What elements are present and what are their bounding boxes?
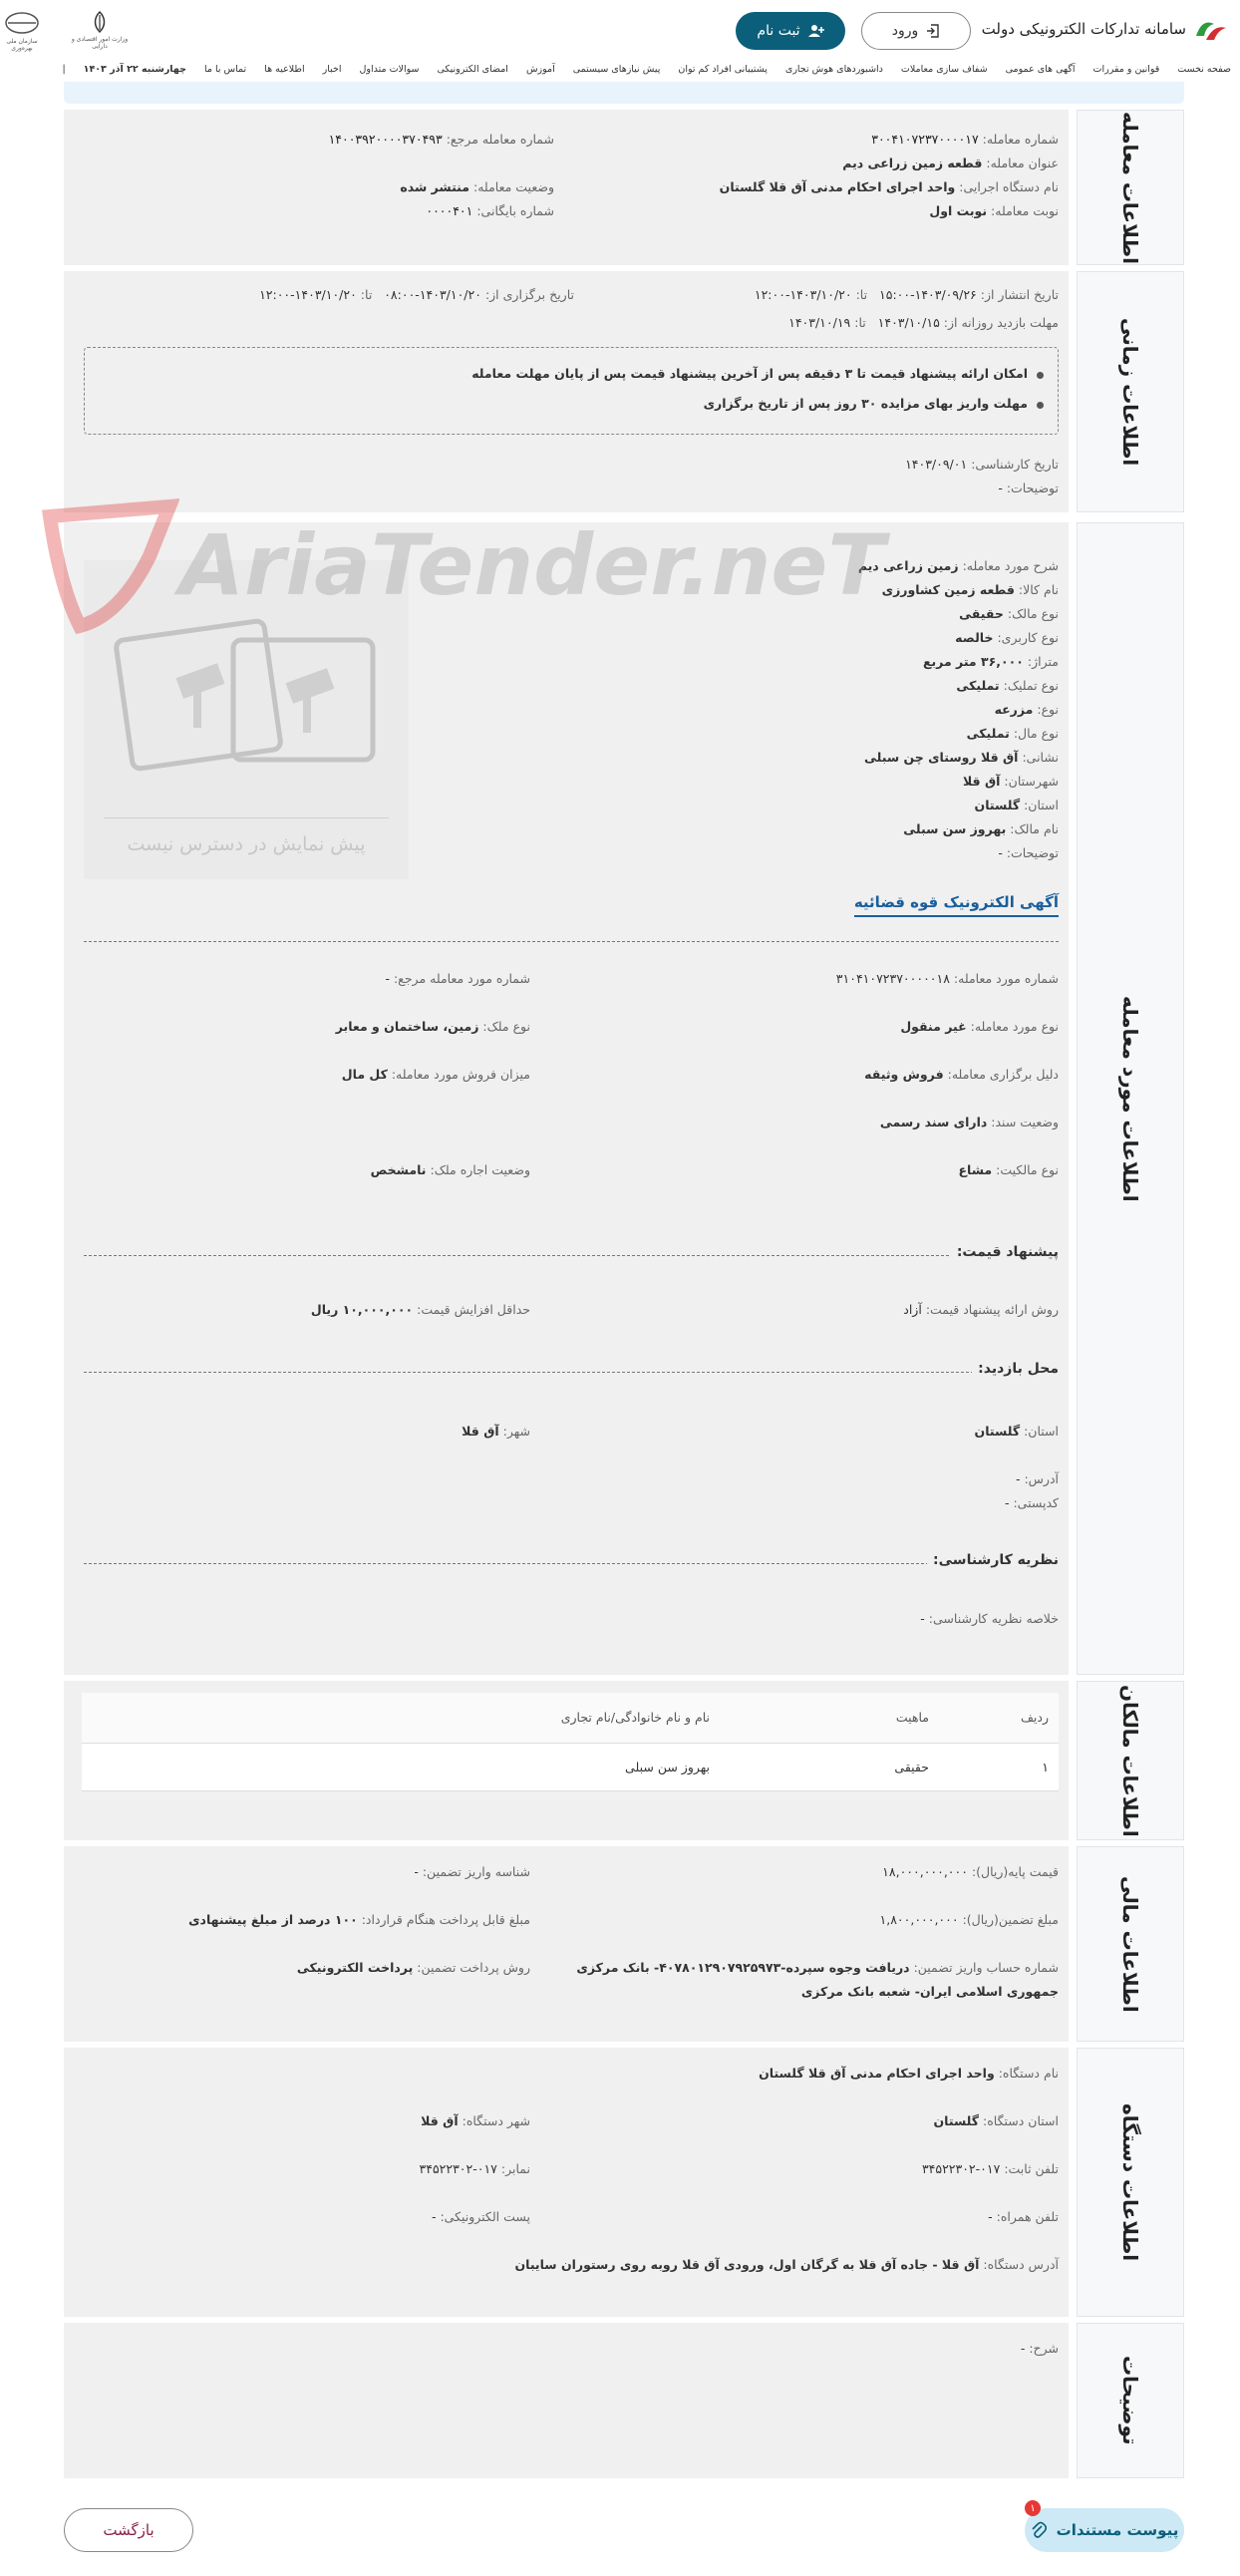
publish-to: ۱۴۰۳/۱۰/۲۰-۱۲:۰۰ [754,287,852,302]
address-label: نشانی: [1022,750,1059,765]
owners-body [64,1681,1069,1840]
item-ref: - [385,971,390,986]
deal-info-tab: اطلاعات معامله [1077,110,1184,265]
col-nature: ماهیت [720,1693,939,1743]
finance-section [64,1846,1184,2042]
item-desc-label: شرح مورد معامله: [962,558,1059,573]
org-phone: ۰۱۷-۳۴۵۲۲۳۰۲ [921,2161,1001,2176]
guarantee-amount: ۱,۸۰۰,۰۰۰,۰۰۰ [879,1912,959,1927]
org-city: آق قلا [421,2113,459,2128]
visit-province: گلستان [974,1424,1021,1439]
deal-status: منتشر شده [400,179,470,194]
visit-province-label: استان: [1024,1424,1059,1439]
attachments-label: پیوست مستندات [1056,2521,1179,2539]
user-add-icon [808,24,824,38]
owner-type: حقیقی [959,606,1004,621]
watermark-logo-icon [40,496,179,636]
nav-faq[interactable]: سوالات متداول [359,63,420,75]
payment-method: پرداخت الکترونیکی [296,1960,414,1975]
register-label: ثبت نام [757,23,800,39]
executor: واحد اجرای احکام مدنی آق قلا گلستان [719,179,956,194]
time-info-body [64,271,1069,512]
hold-to-label: تا: [360,287,373,302]
nav-prerequisites[interactable]: پیش نیازهای سیستمی [572,63,661,75]
org-province: گلستان [933,2113,980,2128]
hold-from-label: تاریخ برگزاری از: [484,287,574,302]
base-price: ۱۸,۰۰۰,۰۰۰,۰۰۰ [882,1864,968,1879]
visit-city-label: شهر: [502,1424,530,1439]
nav-accessibility[interactable]: پشتیبانی افراد کم توان [678,63,768,75]
offer-method: آزاد [903,1302,922,1317]
province: گلستان [974,798,1021,812]
visit-zip: - [1004,1495,1010,1510]
dashed-divider [84,941,1059,942]
lease-status: نامشخص [370,1162,427,1177]
doc-status: دارای سند رسمی [879,1115,988,1129]
lease-status-label: وضعیت اجاره ملک: [430,1162,530,1177]
publish-to-label: تا: [855,287,868,302]
org-name: واحد اجرای احکام مدنی آق قلا گلستان [759,2066,995,2081]
judiciary-ad-link[interactable]: آگهی الکترونیک قوه قضائیه [854,893,1059,917]
min-increase: ۱۰,۰۰۰,۰۰۰ ریال [310,1302,414,1317]
item-type-label: نوع مورد معامله: [970,1019,1059,1034]
main-nav [0,58,1240,80]
site-title: سامانه تدارکات الکترونیکی دولت [981,20,1186,38]
owners-section [64,1681,1184,1840]
doc-status-label: وضعیت سند: [991,1115,1059,1129]
watermark-text: AriaTender.neT [179,516,885,614]
nav-public-ads[interactable]: آگهی های عمومی [1005,63,1076,75]
finance-body [64,1846,1069,2042]
deal-title-label: عنوان معامله: [986,156,1059,170]
org-section [64,2048,1184,2317]
deal-turn: نوبت اول [929,203,988,218]
item-info-tab: اطلاعات مورد معامله [1077,522,1184,1675]
transfer-type-label: نوع تملیک: [1003,678,1059,693]
org-logo-icon [4,10,40,36]
org-name-label: نام دستگاه: [998,2066,1059,2081]
login-label: ورود [891,23,919,39]
visit-city: آق قلا [462,1424,499,1439]
dashed-divider [84,1255,1059,1256]
org-phone-label: تلفن ثابت: [1004,2161,1059,2176]
base-price-label: قیمت پایه(ریال): [971,1864,1059,1879]
area: ۳۶,۰۰۰ متر مربع [922,654,1024,669]
back-button[interactable]: بازگشت [64,2508,193,2552]
time-desc: - [998,481,1003,495]
placeholder-divider [104,817,389,818]
org-mobile: - [988,2209,993,2224]
deal-info-body [64,110,1069,265]
iran-emblem-icon [88,10,112,34]
bullet-icon [1037,402,1044,409]
sale-amount: کل مال [341,1067,388,1082]
login-icon [926,24,940,38]
notes-body [64,2323,1069,2478]
hold-reason: فروش وثیقه [864,1067,944,1082]
guarantee-account-label: شماره حساب واریز تضمین: [913,1960,1059,1975]
deal-info-section [64,110,1184,265]
item-info-section [64,522,1184,1675]
transfer-type: تملیکی [956,678,1000,693]
nav-news[interactable]: اخبار [322,63,342,75]
county-label: شهرستان: [1004,774,1059,789]
attachments-count-badge: ۱ [1025,2500,1041,2516]
expert-summary: - [920,1611,925,1626]
notes-section [64,2323,1184,2478]
owner-name: بهروز سن سبلی [903,821,1007,836]
hold-to: ۱۴۰۳/۱۰/۲۰-۱۲:۰۰ [259,287,357,302]
guarantee-amount-label: مبلغ تضمین(ریال): [962,1912,1059,1927]
guarantee-account: دریافت وجوه سپرده-۴۰۷۸۰۱۲۹۰۷۹۲۵۹۷۳- بانک مرکزی [576,1960,910,1975]
notes-tab: توضیحات [1077,2323,1184,2478]
time-info-tab: اطلاعات زمانی [1077,271,1184,512]
archive-number: ۰۰۰۰۴۰۱ [426,203,473,218]
owner-full-name: بهروز سن سبلی [82,1743,720,1790]
org-email: - [431,2209,437,2224]
guarantee-id-label: شناسه واریز تضمین: [422,1864,530,1879]
county: آق قلا [962,774,1001,789]
publish-from: ۱۴۰۳/۰۹/۲۶-۱۵:۰۰ [879,287,977,302]
owner-nature: حقیقی [720,1743,939,1790]
offer-method-label: روش ارائه پیشنهاد قیمت: [925,1302,1059,1317]
guarantee-id: - [414,1864,419,1879]
min-increase-label: حداقل افزایش قیمت: [417,1302,530,1317]
visit-place-heading: محل بازدید: [972,1361,1059,1377]
org-city-label: شهر دستگاه: [462,2113,530,2128]
goods-name: قطعه زمین کشاورزی [881,582,1015,597]
org-body [64,2048,1069,2317]
sale-amount-label: میزان فروش مورد معامله: [391,1067,530,1082]
publish-from-label: تاریخ انتشار از: [980,287,1059,302]
notes-box [84,347,1059,435]
item-ref-label: شماره مورد معامله مرجع: [393,971,530,986]
visit-to-label: تا: [854,315,866,330]
contract-payment: ۱۰۰ درصد از مبلغ پیشنهادی [188,1912,358,1927]
nav-announcements[interactable]: اطلاعیه ها [264,63,305,75]
owners-header-row [82,1693,1059,1743]
goods-name-label: نام کالا: [1018,582,1059,597]
org-address: آق قلا - جاده آق قلا به گرگان اول، ورودی آق قلا روبه روی رستوران سایبان [514,2257,980,2272]
site-header [0,0,1240,58]
kind-label: نوع: [1037,702,1059,717]
owner-type-label: نوع مالک: [1007,606,1059,621]
paperclip-icon [1031,2521,1047,2539]
payment-method-label: روش پرداخت تضمین: [417,1960,530,1975]
org-email-label: پست الکترونیکی: [440,2209,530,2224]
org-address-label: آدرس دستگاه: [983,2257,1059,2272]
time-info-section [64,271,1184,512]
setad-logo[interactable] [1192,14,1228,46]
org-fax-label: نمابر: [500,2161,530,2176]
province-label: استان: [1024,798,1059,812]
top-band [64,82,1184,104]
org-province-label: استان دستگاه: [983,2113,1059,2128]
property-type: زمین، ساختمان و معابر [335,1019,479,1034]
kind: مزرعه [994,702,1034,717]
org-emblem [0,10,44,54]
nav-bi-dashboards[interactable]: داشبوردهای هوش تجاری [784,63,883,75]
dashed-divider [84,1372,1059,1373]
attachments-button[interactable] [1025,2508,1184,2552]
visit-from: ۱۴۰۳/۱۰/۱۵ [877,315,940,330]
visit-from-label: مهلت بازدید روزانه از: [943,315,1059,330]
deal-number-label: شماره معامله: [982,132,1059,147]
expert-opinion-heading: نظریه کارشناسی: [927,1552,1059,1568]
col-name: نام و نام خانوادگی/نام تجاری [82,1693,720,1743]
deal-ref-number: ۱۴۰۰۳۹۲۰۰۰۰۳۷۰۴۹۳ [328,132,443,147]
expert-summary-label: خلاصه نظریه کارشناسی: [928,1611,1059,1626]
property-type-label: نوع ملک: [482,1019,530,1034]
register-button[interactable] [736,12,845,50]
property-kind-label: نوع مال: [1013,726,1059,741]
finance-tab: اطلاعات مالی [1077,1846,1184,2042]
ownership-type: مشاع [958,1162,993,1177]
item-no: ۳۱۰۴۱۰۷۲۳۷۰۰۰۰۰۱۸ [835,971,950,986]
dashed-divider [84,1563,1059,1564]
owner-row-num: ۱ [939,1743,1059,1790]
usage-type: خالصه [955,630,994,645]
item-type: غیر منقول [900,1019,967,1034]
owners-tab: اطلاعات مالکان [1077,1681,1184,1840]
deal-status-label: وضعیت معامله: [473,179,554,194]
table-row [82,1743,1059,1790]
hold-reason-label: دلیل برگزاری معامله: [947,1067,1059,1082]
note-bid-extension: امکان ارائه پیشنهاد قیمت تا ۳ دقیقه پس از آخرین پیشنهاد قیمت پس از پایان مهلت معامله [471,366,1028,381]
nav-e-signature[interactable]: امضای الکترونیکی [437,63,508,75]
address: آق قلا روستای چن سبلی [863,750,1019,765]
org-fax: ۰۱۷-۳۴۵۲۲۳۰۲ [419,2161,497,2176]
deal-title: قطعه زمین زراعی دیم [842,156,983,170]
no-preview-text: پیش نمایش در دسترس نیست [127,833,366,855]
guarantee-account-bank: جمهوری اسلامی ایران- شعبه بانک مرکزی [800,1984,1059,1999]
nav-home[interactable]: صفحه نخست [1177,63,1231,75]
bullet-icon [1037,372,1044,379]
ownership-type-label: نوع مالکیت: [996,1162,1059,1177]
nav-separator: | [62,63,66,75]
org-mobile-label: تلفن همراه: [996,2209,1059,2224]
usage-type-label: نوع کاربری: [997,630,1059,645]
visit-zip-label: کدپستی: [1013,1495,1059,1510]
item-info-body [64,522,1069,1675]
nav-laws[interactable]: قوانین و مقررات [1092,63,1160,75]
note-payment-deadline: مهلت واریز بهای مزایده ۳۰ روز پس از تاریخ برگزاری [703,396,1028,411]
expert-date-label: تاریخ کارشناسی: [971,457,1059,472]
org-tab: اطلاعات دستگاه [1077,2048,1184,2317]
current-date: چهارشنبه ۲۲ آذر ۱۴۰۳ [83,63,186,75]
login-button[interactable] [861,12,971,50]
contract-payment-label: مبلغ قابل پرداخت هنگام قرارداد: [361,1912,530,1927]
visit-address-label: آدرس: [1024,1471,1059,1486]
visit-address: - [1015,1471,1021,1486]
item-notes: - [998,845,1003,860]
deal-number: ۳۰۰۴۱۰۷۲۳۷۰۰۰۰۱۷ [871,132,979,147]
area-label: متراژ: [1027,654,1059,669]
deal-turn-label: نوبت معامله: [991,203,1059,218]
col-row: ردیف [939,1693,1059,1743]
visit-to: ۱۴۰۳/۱۰/۱۹ [788,315,851,330]
ministry-caption: وزارت امور اقتصادی و دارایی [71,36,129,50]
item-desc: زمین زراعی دیم [857,558,959,573]
nav-contact[interactable]: تماس با ما [204,63,247,75]
watermark [40,496,885,636]
time-desc-label: توضیحات: [1006,481,1059,495]
hold-from: ۱۴۰۳/۱۰/۲۰-۰۸:۰۰ [384,287,481,302]
notes-desc: - [1020,2341,1026,2356]
archive-label: شماره بایگانی: [476,203,554,218]
deal-ref-label: شماره معامله مرجع: [446,132,554,147]
notes-desc-label: شرح: [1029,2341,1059,2356]
org-caption: سازمان ملی بهره‌وری [6,38,38,52]
expert-date: ۱۴۰۳/۰۹/۰۱ [905,457,968,472]
property-kind: تملیکی [966,726,1010,741]
nav-training[interactable]: آموزش [525,63,555,75]
item-notes-label: توضیحات: [1006,845,1059,860]
nav-transparency[interactable]: شفاف سازی معاملات [900,63,988,75]
owner-name-label: نام مالک: [1010,821,1059,836]
executor-label: نام دستگاه اجرایی: [959,179,1059,194]
item-no-label: شماره مورد معامله: [953,971,1059,986]
price-offer-heading: پیشنهاد قیمت: [951,1244,1059,1260]
owners-table [82,1693,1059,1791]
ministry-emblem [70,10,130,54]
